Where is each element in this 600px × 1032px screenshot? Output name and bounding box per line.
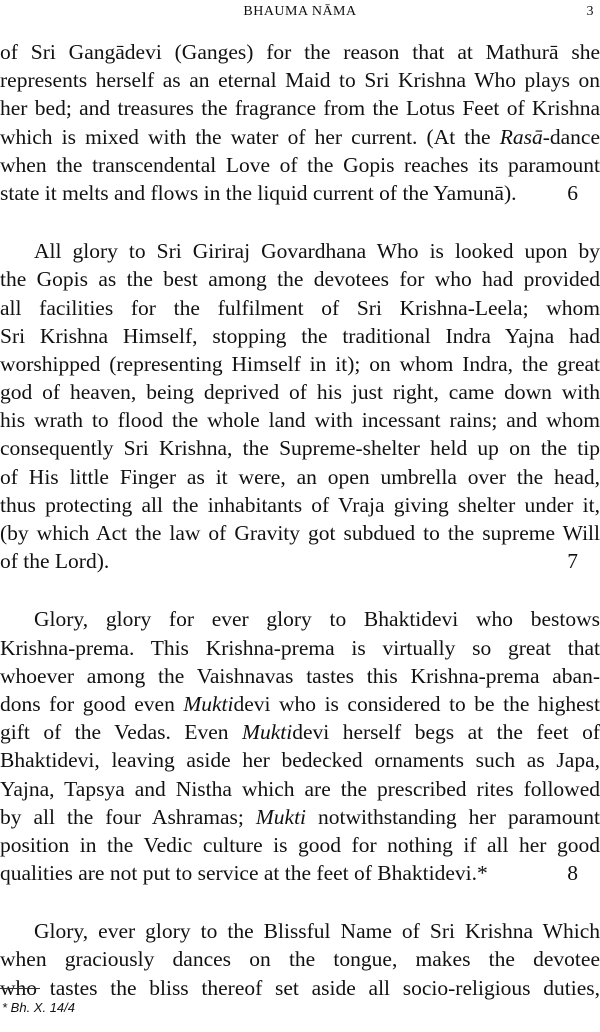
running-head <box>0 4 600 24</box>
text-line: all facilities for the fulfilment of Sri Krishna-Leela; whom <box>0 295 600 320</box>
text-line: worshipped (representing Himself in it); on whom Indra, the great <box>0 351 600 376</box>
verse-number: 8 <box>567 861 578 886</box>
text-line: which is mixed with the water of her current. (At the Rasā-dance <box>0 124 600 149</box>
text-line: represents herself as an eternal Maid to Sri Krishna Who plays on <box>0 68 600 93</box>
paragraph-verse-9 <box>0 917 600 1002</box>
text-line: Glory, glory for ever glory to Bhaktidevi who bestows <box>34 607 600 632</box>
text-line: of His little Finger as it were, an open umbrella over the head, <box>0 464 600 489</box>
text-line-content: qualities are not put to service at the feet of Bhaktidevi.* <box>0 861 488 886</box>
text-line <box>0 179 600 207</box>
text-line: when the transcendental Love of the Gopis reaches its paramount <box>0 152 600 177</box>
text-line: of Sri Gangādevi (Ganges) for the reason that at Mathurā she <box>0 40 600 64</box>
text-line <box>0 859 600 887</box>
text-line: (by which Act the law of Gravity got subdued to the supreme Will <box>0 521 600 545</box>
running-title: BHAUMA NĀMA <box>243 4 357 19</box>
text-line: the Gopis as the best among the devotees for who had provided <box>0 267 600 292</box>
text-line: who tastes the bliss thereof set aside all socio-religious duties, <box>0 975 600 1000</box>
text-line-content: state it melts and flows in the liquid current of the Yamunā). <box>0 180 517 205</box>
text-line: Krishna-prema. This Krishna-prema is virtually so great that <box>0 635 600 660</box>
text-line: All glory to Sri Giriraj Govardhana Who is looked upon by <box>34 239 600 264</box>
text-line: by all the four Ashramas; Mukti notwithstanding her paramount <box>0 804 600 829</box>
verse-number: 7 <box>567 549 578 574</box>
text-line: thus protecting all the inhabitants of Vraja giving shelter under it, <box>0 492 600 517</box>
text-line: when graciously dances on the tongue, makes the devotee <box>0 947 600 972</box>
text-line <box>0 547 600 575</box>
footnote: * Bh. X. 14/4 <box>2 1000 75 1015</box>
text-line: Sri Krishna Himself, stopping the traditional Indra Yajna had <box>0 323 600 348</box>
verse-number: 6 <box>567 180 578 205</box>
text-line: his wrath to flood the whole land with incessant rains; and whom <box>0 408 600 433</box>
text-line: position in the Vedic culture is good for nothing if all her good <box>0 832 600 857</box>
text-line: god of heaven, being deprived of his just right, came down with <box>0 380 600 405</box>
text-line: whoever among the Vaishnavas tastes this Krishna-prema aban- <box>0 663 600 688</box>
text-line: Yajna, Tapsya and Nistha which are the prescribed rites followed <box>0 776 600 801</box>
text-line: consequently Sri Krishna, the Supreme-shelter held up on the tip <box>0 436 600 461</box>
text-line: Glory, ever glory to the Blissful Name of Sri Krishna Which <box>34 919 600 944</box>
body-text <box>0 38 600 1032</box>
paragraph-verse-8 <box>0 605 600 887</box>
text-line: Bhaktidevi, leaving aside her bedecked ornaments such as Japa, <box>0 748 600 773</box>
text-line: gift of the Vedas. Even Muktidevi herself begs at the feet of <box>0 720 600 745</box>
text-line: dons for good even Muktidevi who is considered to be the highest <box>0 691 600 716</box>
paragraph-verse-6 <box>0 38 600 207</box>
text-line: her bed; and treasures the fragrance from the Lotus Feet of Krishna <box>0 96 600 121</box>
text-line-content: of the Lord). <box>0 549 110 574</box>
page-number: 3 <box>586 4 594 19</box>
paragraph-verse-7 <box>0 237 600 575</box>
footnote-rule <box>0 988 40 989</box>
